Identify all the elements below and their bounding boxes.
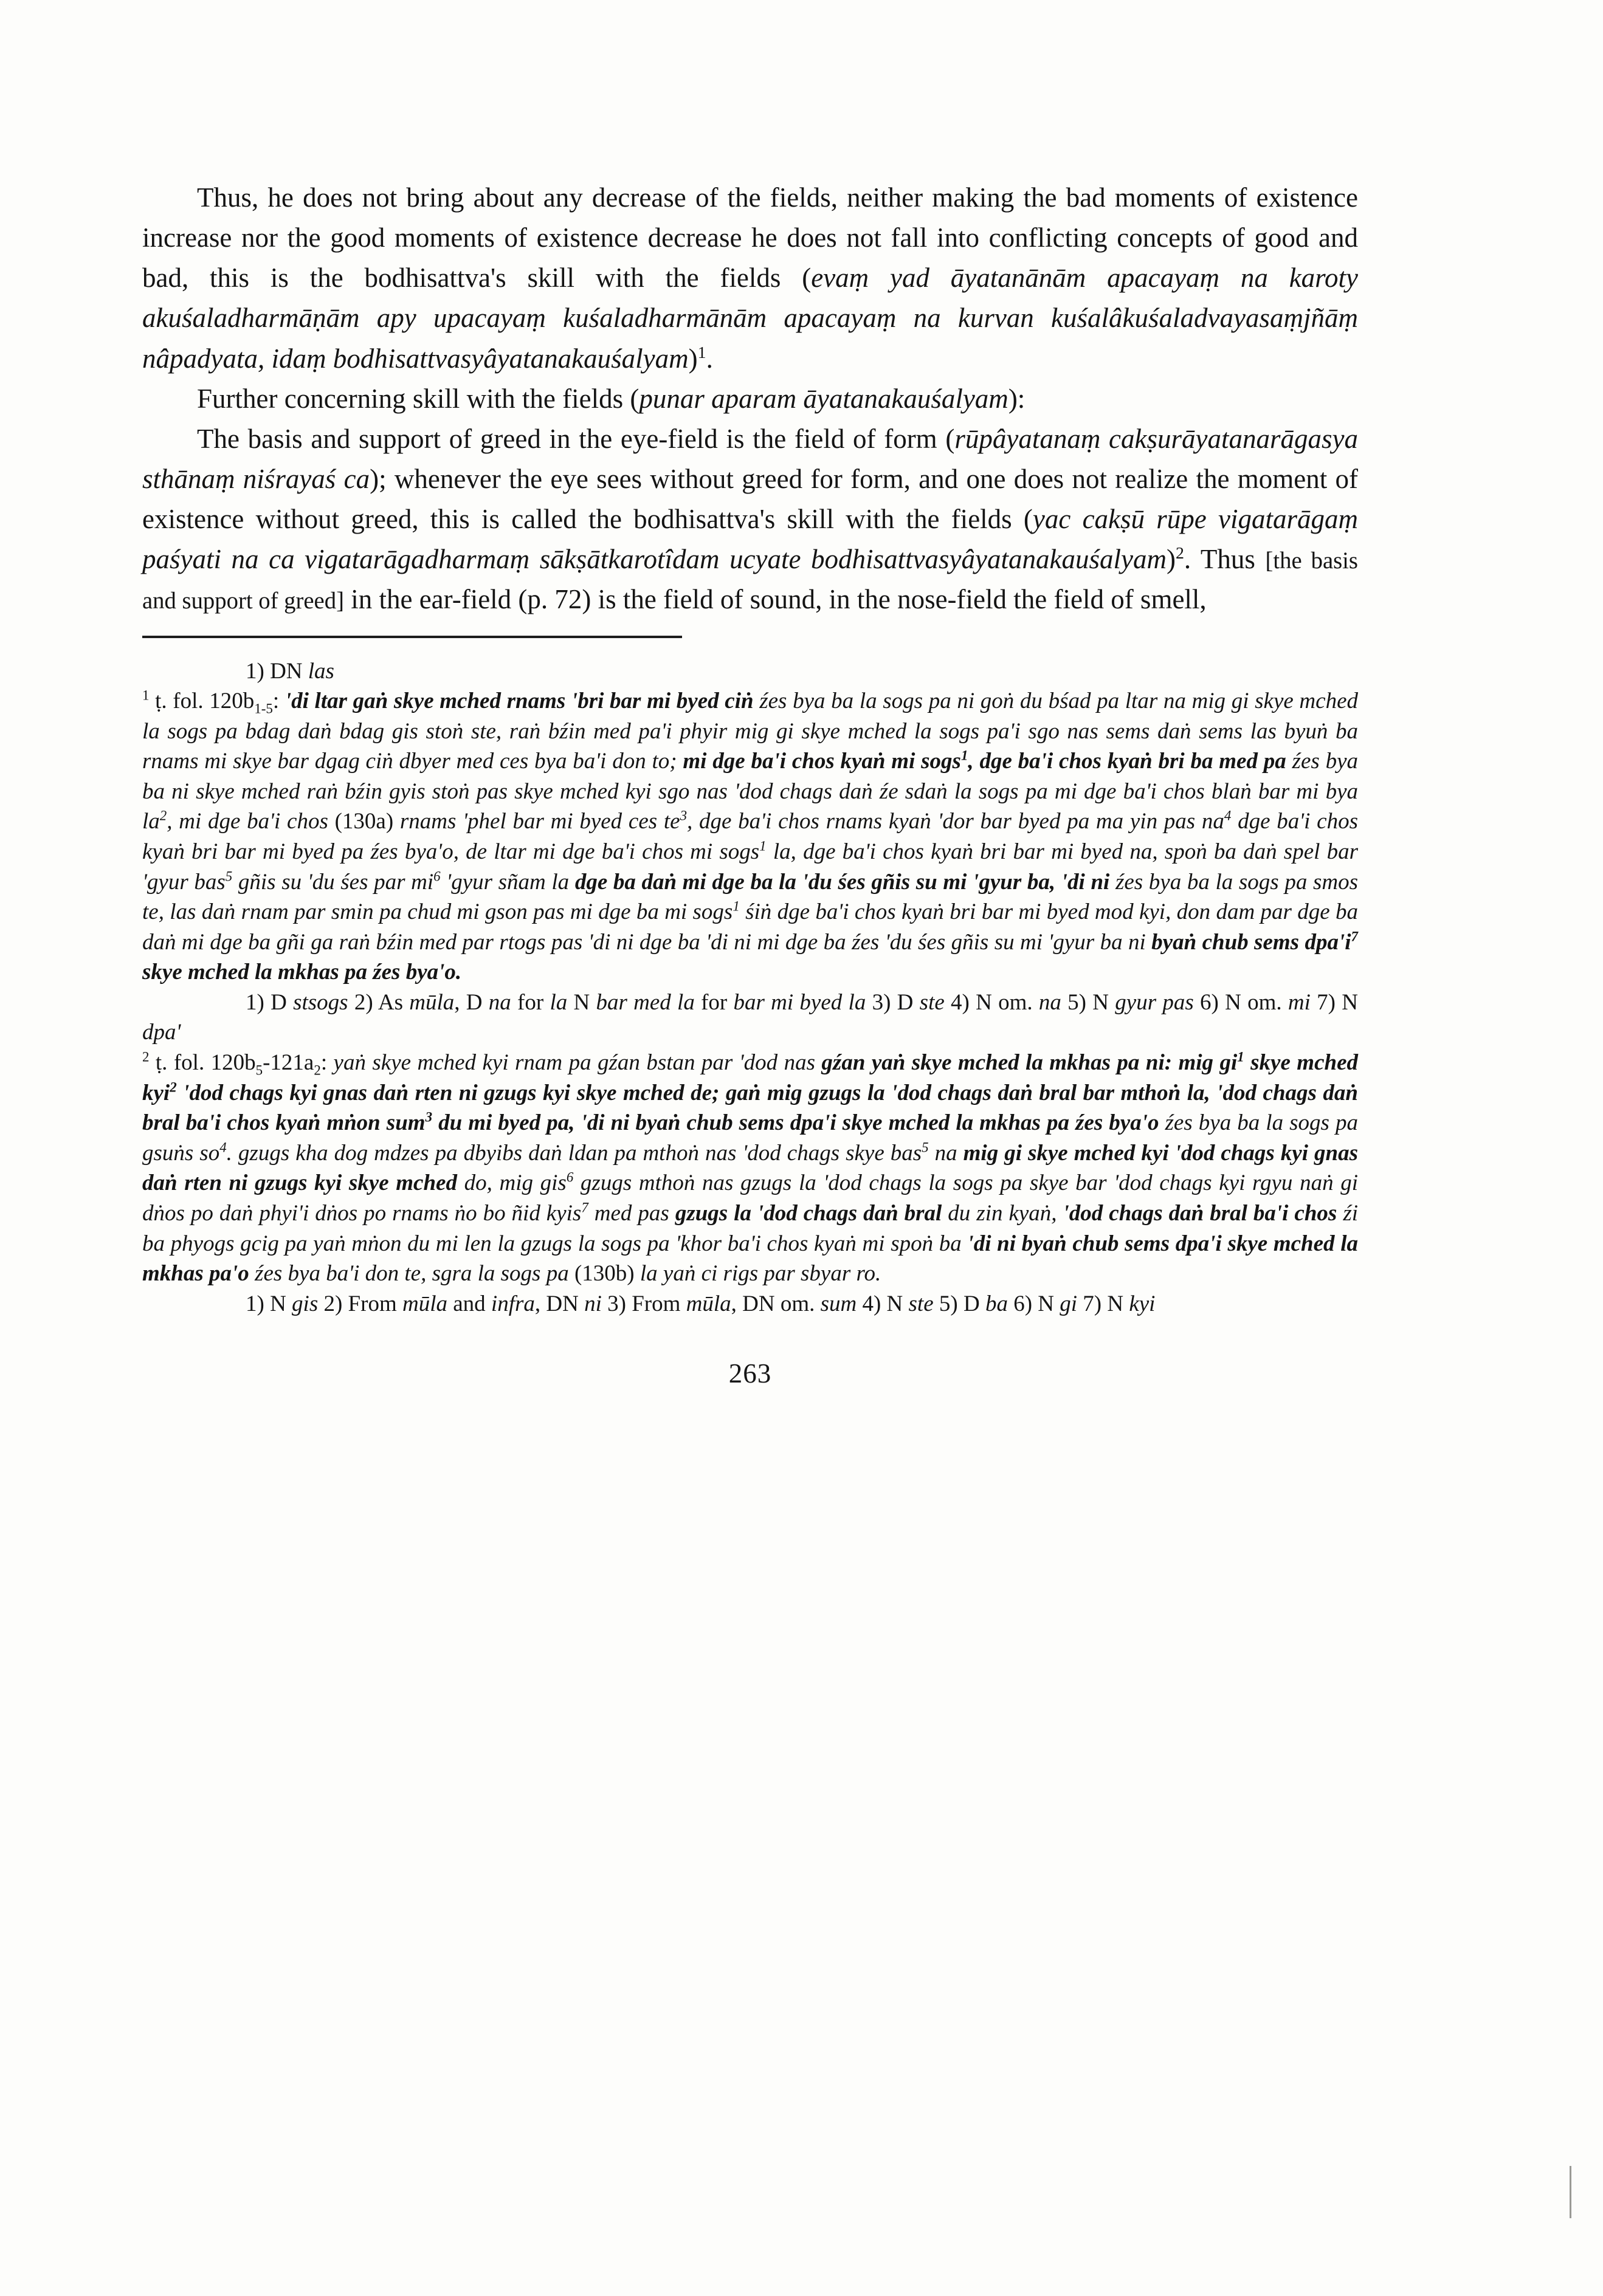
text-block [142, 177, 1358, 1389]
body-paragraph-3: The basis and support of greed in the eye-field is the field of form (rūpâyatanaṃ cakṣurāyatanarāgasya sthānaṃ niśrayaś ca); whenever the eye sees without greed for form, and one does not realize the moment of existence without greed, this is called the bodhisattva's skill with the fields (yac cakṣū rūpe vigatarāgaṃ paśyati na ca vigatarāgadharmaṃ sākṣātkarotîdam ucyate bodhisattvasyâyatanakauśalyam)$^2$. Thus [the basis and support of greed] in the ear-field (p. 72) is the field of sound, in the nose-field the field of smell, [142, 423, 1359, 615]
footnote-2-apparatus: 1) N gis 2) From mūla and infra, DN ni 3) From mūla, DN om. sum 4) N ste 5) D ba 6) N gi 7) N kyi [246, 1291, 1156, 1316]
body-paragraph-2: Further concerning skill with the fields (punar aparam āyatanakauśalyam): [197, 383, 1026, 414]
body-paragraph-1: Thus, he does not bring about any decrease of the fields, neither making the bad moments of existence increase nor the good moments of existence decrease he does not fall into conflicting concepts of good and bad, this is the bodhisattva's skill with the fields (evaṃ yad āyatanānām apacayaṃ na karoty akuśaladharmāṇām apy upacayaṃ kuśaladharmānām apacayaṃ na kurvan kuśalâkuśaladvayasaṃjñāṃ nâpadyata, idaṃ bodhisattvasyâyatanakauśalyam)$^1$. [142, 182, 1358, 374]
footnote-2: $^2$ ṭ. fol. $120b_5-121a_2$: yaṅ skye mched kyi rnam pa gźan bstan par 'dod nas gźan yaṅ skye mched la mkhas pa ni: mig $gi^1$ skye mched kyi$^2$ 'dod chags kyi gnas daṅ rten ni gzugs kyi skye mched de; gaṅ mig gzugs la 'dod chags daṅ bral bar mthoṅ la, 'dod chags daṅ bral ba'i chos kyaṅ mṅon sum$^3$ du mi byed pa, 'di ni byaṅ chub sems dpa'i skye mched la mkhas pa źes bya'o źes bya ba la sogs pa gsuṅs $so^4$. gzugs kha dog mdzes pa dbyibs daṅ ldan pa mthoṅ nas 'dod chags skye bas$^5$ na mig gi skye mched kyi 'dod chags kyi gnas daṅ rten ni gzugs kyi skye mched do, mig gis$^6$ gzugs mthoṅ nas gzugs la 'dod chags la sogs pa skye bar 'dod chags kyi rgyu naṅ gi dṅos po daṅ phyi'i dṅos po rnams ṅo bo ñid kyis$^7$ med pas gzugs la 'dod chags daṅ bral du zin kyaṅ, 'dod chags daṅ bral ba'i chos źi ba phyogs gcig pa yaṅ mṅon du mi len la gzugs la sogs pa 'khor ba'i chos kyaṅ mi spoṅ ba 'di ni byaṅ chub sems dpa'i skye mched la mkhas pa'o źes bya ba'i don te, sgra la sogs pa (130b) la yaṅ ci rigs par sbyar ro. [142, 1049, 1359, 1287]
footnote-1: $^1$ ṭ. fol. $120b_{1-5}$: 'di ltar gaṅ skye mched rnams 'bri bar mi byed ciṅ źes bya ba la sogs pa ni goṅ du bśad pa ltar na mig gi skye mched la sogs pa bdag daṅ bdag gis stoṅ ste, raṅ bźin med pa'i phyir mig gi skye mched la sogs pa'i sgo nas sems daṅ sems las byuṅ ba rnams mi skye bar dgag ciṅ dbyer med ces bya ba'i don to; mi dge ba'i chos kyaṅ mi sogs$^1$, dge ba'i chos kyaṅ bri ba med pa źes bya ba ni skye mched raṅ bźin gyis stoṅ pas skye mched kyi sgo nas 'dod chags daṅ źe sdaṅ la sogs pa mi dge ba'i chos blaṅ bar mi bya $la^2$, mi dge ba'i chos (130a) rnams 'phel bar mi byed ces $te^3$, dge ba'i chos rnams kyaṅ 'dor bar byed pa ma yin pas $na^4$ dge ba'i chos kyaṅ bri bar mi byed pa źes bya'o, de ltar mi dge ba'i chos mi sogs$^1$ la, dge ba'i chos kyaṅ bri bar mi byed na, spoṅ ba daṅ spel bar 'gyur bas$^5$ gñis su 'du śes par $mi^6$ 'gyur sñam la dge ba daṅ mi dge ba la 'du śes gñis su mi 'gyur ba, 'di ni źes bya ba la sogs pa smos te, las daṅ rnam par smin pa chud mi gson pas mi dge ba mi sogs$^1$ śiṅ dge ba'i chos kyaṅ bri bar mi byed mod kyi, don dam par dge ba daṅ mi dge ba gñi ga raṅ bźin med par rtogs pas 'di ni dge ba 'di ni mi dge ba źes 'du śes gñis su mi 'gyur ba ni byaṅ chub sems $dpa'i^7$ skye mched la mkhas pa źes bya'o. [142, 687, 1359, 985]
mula-variant-note: 1) DN las [246, 658, 334, 684]
scan-artifact-line [1570, 2166, 1571, 2218]
footnote-separator-rule [142, 636, 682, 638]
footnote-1-apparatus: 1) D stsogs 2) As mūla, D na for la N bar med la for bar mi byed la 3) D ste 4) N om. na 5) N gyur pas 6) N om. mi 7) N dpa' [142, 989, 1358, 1045]
page-number: 263 [728, 1358, 772, 1389]
footnote-block [142, 656, 1358, 1319]
